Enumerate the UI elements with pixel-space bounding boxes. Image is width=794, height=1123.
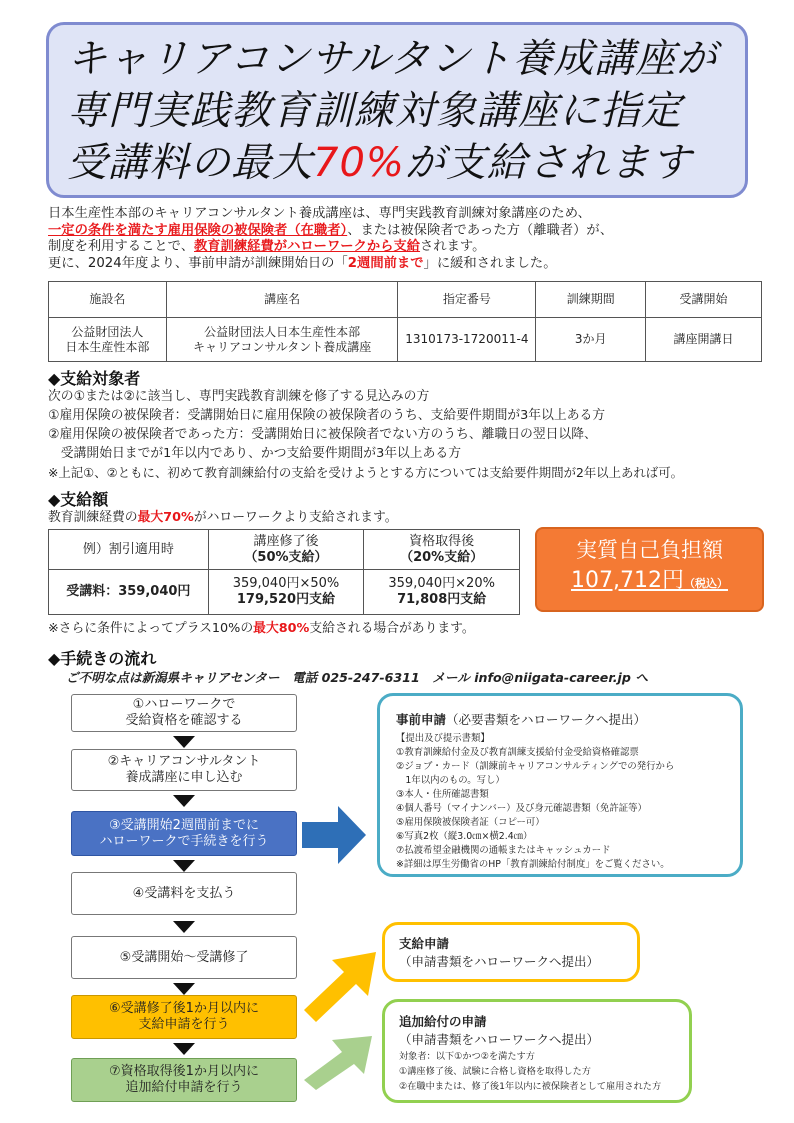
header-course: 講座名 — [166, 282, 398, 318]
self-pay-value: 107,712円（税込） — [571, 568, 728, 593]
pre-app-list: 【提出及び提示書類】 ①教育訓練給付金及び教育訓練支援給付金受給資格確認票 ②ジョブ・カード（訓練前キャリアコンサルティングでの発行から 1年以内のもの。写し） ③本人・住所確認書類 ④個人番号（マイナンバー）及び身元確認書類（免許証等） ⑤雇用保険被保険者証（コピー可） ⑥写真2枚（縦3.0㎝×横2.4㎝） ⑦払渡希望金融機関の通帳またはキャッシュカード ※詳細は厚生労働省のHP「教育訓練給付制度」をご覧ください。 — [396, 733, 675, 870]
tuition-cell: 受講料：359,040円 — [49, 570, 209, 615]
header-start: 受講開始 — [646, 282, 762, 318]
intro-line-3: 制度を利用することで、教育訓練経費がハローワークから支給されます。 — [48, 239, 486, 254]
self-pay-box — [535, 527, 764, 612]
header-number: 指定番号 — [398, 282, 536, 318]
flow-arrow-down — [173, 795, 195, 807]
flow-arrow-down — [173, 983, 195, 995]
extra-app-subtitle: （申請書類をハローワークへ提出） — [399, 1032, 600, 1047]
flow-arrow-down — [173, 860, 195, 872]
eligibility-line: 受講開始日までが1年以内であり、かつ支給要件期間が3年以上ある方 — [48, 446, 461, 461]
flow-arrow-down — [173, 921, 195, 933]
arrow-diagonal-up-icon — [300, 948, 380, 1024]
banner-line-2: 専門実践教育訓練対象講座に指定 — [67, 88, 682, 134]
step-3: ③受講開始2週間前までに ハローワークで手続きを行う — [71, 811, 297, 856]
payment-application-panel — [382, 922, 640, 982]
extra-app-title: 追加給付の申請 — [399, 1014, 487, 1029]
contact-line: ご不明な点は新潟県キャリアセンター 電話 025-247-6311 メール info@niigata-career.jp へ — [66, 670, 648, 685]
arrow-right-icon — [302, 804, 368, 866]
step-4: ④受講料を支払う — [71, 872, 297, 915]
intro-line-1: 日本生産性本部のキャリアコンサルタント養成講座は、専門実践教育訓練対象講座のため、 — [48, 206, 591, 221]
pay-app-title: 支給申請 — [399, 936, 450, 951]
header-banner — [46, 22, 748, 198]
eligibility-line: ①雇用保険の被保険者：受講開始日に雇用保険の被保険者のうち、支給要件期間が3年以上ある方 — [48, 408, 606, 423]
additional-benefit-panel — [382, 999, 692, 1103]
extra-app-list: 対象者：以下①かつ②を満たす方 ①講座修了後、試験に合格し資格を取得した方 ②在職中または、修了後1年以内に被保険者として雇用された方 — [399, 1051, 662, 1092]
eligibility-line: ②雇用保険の被保険者であった方：受講開始日に被保険者でない方のうち、離職日の翌日以降、 — [48, 427, 597, 442]
step-5: ⑤受講開始～受講修了 — [71, 936, 297, 979]
eligibility-list — [48, 387, 683, 482]
period-cell: 3か月 — [536, 318, 646, 362]
amount-desc: 教育訓練経費の最大70%がハローワークより支給されます。 — [48, 510, 398, 525]
amount-title: ◆支給額 — [48, 490, 109, 509]
flow-arrow-down — [173, 1043, 195, 1055]
pay-app-subtitle: （申請書類をハローワークへ提出） — [399, 954, 600, 969]
self-pay-label: 実質自己負担額 — [576, 538, 723, 562]
intro-line-4: 更に、2024年度より、事前申請が訓練開始日の「2週間前まで」に緩和されました。 — [48, 255, 557, 271]
procedure-title: ◆手続きの流れ — [48, 649, 157, 668]
amount-header-completion: 講座修了後 （50%支給） — [208, 530, 364, 570]
pre-app-subtitle: （必要書類をハローワークへ提出） — [446, 712, 647, 727]
amount-header-example: 例）割引適用時 — [49, 530, 209, 570]
step-1: ①ハローワークで 受給資格を確認する — [71, 694, 297, 732]
banner-line-3: 受講料の最大70%が支給されます — [67, 140, 692, 186]
step-6: ⑥受講修了後1か月以内に 支給申請を行う — [71, 995, 297, 1039]
intro-line-2: 一定の条件を満たす雇用保険の被保険者（在職者）、または被保険者であった方（離職者）が、 — [48, 222, 613, 238]
amount-note: ※さらに条件によってプラス10%の最大80%支給される場合があります。 — [48, 621, 475, 636]
step-7: ⑦資格取得後1か月以内に 追加給付申請を行う — [71, 1058, 297, 1102]
header-facility: 施設名 — [49, 282, 167, 318]
course-table — [48, 281, 762, 362]
certification-amount-cell: 359,040円×20% 71,808円支給 — [364, 570, 520, 615]
eligibility-title: ◆支給対象者 — [48, 369, 141, 388]
banner-line-1: キャリアコンサルタント養成講座が — [67, 36, 718, 82]
intro-text — [48, 206, 768, 272]
number-cell: 1310173-1720011-4 — [398, 318, 536, 362]
facility-cell: 公益財団法人 日本生産性本部 — [49, 318, 167, 362]
header-period: 訓練期間 — [536, 282, 646, 318]
pre-app-title: 事前申請 — [396, 712, 447, 727]
eligibility-line: 次の①または②に該当し、専門実践教育訓練を修了する見込みの方 — [48, 389, 430, 404]
start-cell: 講座開講日 — [646, 318, 762, 362]
completion-amount-cell: 359,040円×50% 179,520円支給 — [208, 570, 364, 615]
arrow-diagonal-up-icon — [300, 1028, 376, 1092]
pre-application-panel — [377, 693, 743, 877]
amount-header-certification: 資格取得後 （20%支給） — [364, 530, 520, 570]
amount-table — [48, 529, 520, 615]
course-cell: 公益財団法人日本生産性本部 キャリアコンサルタント養成講座 — [166, 318, 398, 362]
eligibility-line: ※上記①、②ともに、初めて教育訓練給付の支給を受けようとする方については支給要件期間が2年以上あれば可。 — [48, 465, 683, 480]
flow-arrow-down — [173, 736, 195, 748]
banner-highlight: 70% — [313, 140, 405, 186]
step-2: ②キャリアコンサルタント 養成講座に申し込む — [71, 749, 297, 791]
